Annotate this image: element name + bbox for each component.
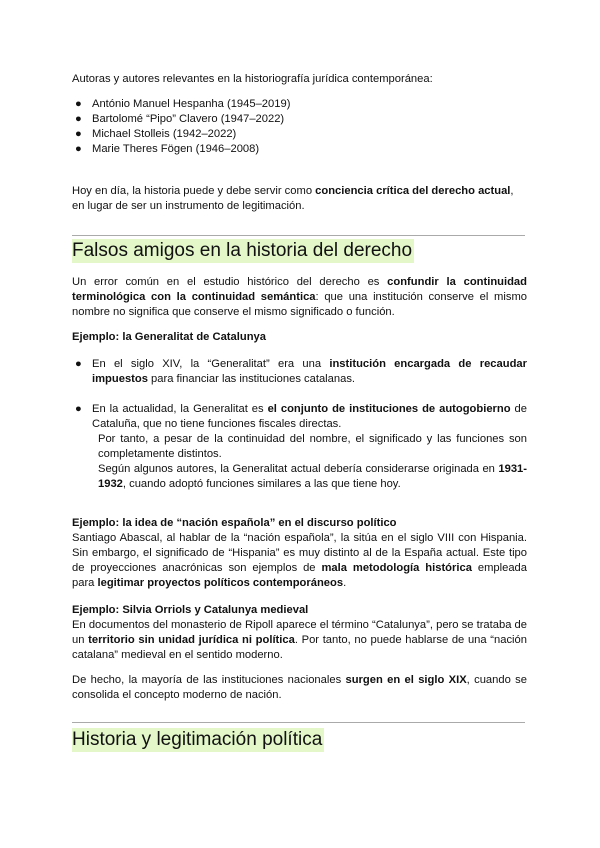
list-item: ● En la actualidad, la Generalitat es el conjunto de instituciones de autogobierno de Cataluña, que no tiene funciones fiscales directas. Por tanto, a pesar de la continuidad del nombre, el significado y las funciones son completamente distintos. Según algunos autores, la Generalitat actual debería considerarse originada en 1931-1932, cuando adoptó funciones similares a las que tiene hoy.: [75, 403, 527, 490]
nacion-paragraph: Santiago Abascal, al hablar de la “nación española”, la sitúa en el siglo VIII con Hispania. Sin embargo, el significado de “Hispania” es muy distinto al de la España actual. Este tipo de proyecciones anacrónicas son ejemplos de mala metodología histórica empleada para legitimar proyectos políticos contemporáneos.: [72, 532, 527, 589]
hecho-paragraph: De hecho, la mayoría de las instituciones nacionales surgen en el siglo XIX, cuando se consolida el concepto moderno de nación.: [72, 674, 527, 701]
generalitat-list: [72, 357, 527, 387]
error-paragraph: Un error común en el estudio histórico del derecho es confundir la continuidad terminológica con la continuidad semántica: que una institución conserve el mismo nombre no significa que conserve el mismo significado o función.: [72, 276, 527, 318]
list-item: ● Bartolomé “Pipo” Clavero (1947–2022): [75, 113, 285, 125]
bullet-icon: ●: [75, 403, 82, 415]
bullet-icon: ●: [75, 358, 82, 370]
generalitat-list-2: [72, 402, 527, 492]
hoy-paragraph: Hoy en día, la historia puede y debe servir como conciencia crítica del derecho actual, en lugar de ser un instrumento de legitimación.: [72, 185, 514, 212]
bullet-icon: ●: [75, 128, 82, 140]
example-heading-nacion: Ejemplo: la idea de “nación española” en el discurso político: [72, 517, 397, 529]
generalitat-origin: Según algunos autores, la Generalitat actual debería considerarse originada en 1931-1932, cuando adoptó funciones similares a las que tiene hoy.: [98, 463, 527, 490]
section-heading-falsos-amigos: Falsos amigos en la historia del derecho: [72, 240, 413, 261]
bullet-icon: ●: [75, 143, 82, 155]
intro-text: Autoras y autores relevantes en la historiografía jurídica contemporánea:: [72, 73, 433, 85]
divider: [72, 722, 525, 723]
orriols-paragraph: En documentos del monasterio de Ripoll aparece el término “Catalunya”, pero se trataba de un territorio sin unidad jurídica ni política. Por tanto, no puede hablarse de una “nación catalana” medieval en el sentido moderno.: [72, 619, 527, 661]
bullet-icon: ●: [75, 113, 82, 125]
generalitat-conclusion: Por tanto, a pesar de la continuidad del nombre, el significado y las funciones son completamente distintos.: [98, 433, 527, 460]
divider: [72, 235, 525, 236]
section-heading-legitimacion: Historia y legitimación política: [72, 729, 323, 750]
list-item: ● En el siglo XIV, la “Generalitat” era una institución encargada de recaudar impuestos para financiar las instituciones catalanas.: [75, 358, 527, 385]
example-heading-generalitat: Ejemplo: la Generalitat de Catalunya: [72, 331, 266, 343]
example-heading-orriols: Ejemplo: Silvia Orriols y Catalunya medieval: [72, 604, 309, 616]
list-item: ● António Manuel Hespanha (1945–2019): [75, 98, 291, 110]
authors-list: [72, 97, 527, 157]
list-item: ● Marie Theres Fögen (1946–2008): [75, 143, 260, 155]
bullet-icon: ●: [75, 98, 82, 110]
list-item: ● Michael Stolleis (1942–2022): [75, 128, 237, 140]
